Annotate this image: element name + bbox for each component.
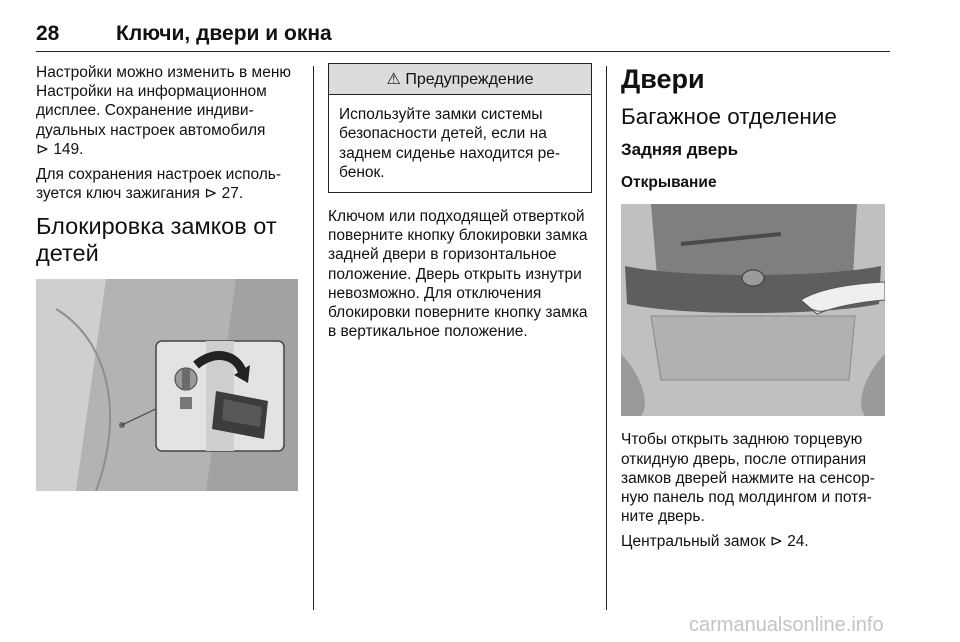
warning-title: Предупреждение bbox=[405, 71, 534, 88]
page-reference-icon: ⊳ bbox=[769, 533, 783, 551]
paragraph: Чтобы открыть заднюю торцевую откидную дверь, после отпирания замков дверей нажмите на сенсорную панель под молдингом и потяните дверь. bbox=[621, 431, 875, 526]
middle-column bbox=[328, 63, 592, 347]
tailgate-illustration bbox=[621, 204, 885, 416]
page-reference-icon: ⊳ bbox=[204, 185, 218, 203]
column-divider bbox=[606, 66, 607, 610]
page-title: Ключи, двери и окна bbox=[116, 22, 332, 45]
warning-triangle-icon: ⚠ bbox=[386, 71, 401, 88]
paragraph: Центральный замок ⊳ 24. bbox=[621, 533, 809, 551]
subsection-heading: Задняя дверь bbox=[621, 140, 739, 159]
paragraph: Ключом или подходящей отверткой поверните кнопку блокировки замка задней двери в горизонтальное положение. Дверь открыть изнутри невозможно. Для отключения блокировки поверните кнопку замка в вертикальное положение. bbox=[328, 208, 588, 341]
warning-header bbox=[329, 64, 591, 95]
section-heading: Блокировка замков от детей bbox=[36, 213, 277, 267]
warning-box bbox=[328, 63, 592, 193]
page-reference-link[interactable]: 24. bbox=[787, 533, 809, 551]
subsubsection-heading: Открывание bbox=[621, 174, 717, 192]
page-reference-link[interactable]: 149. bbox=[53, 140, 84, 158]
page-reference-icon: ⊳ bbox=[36, 140, 49, 158]
section-heading: Багажное отделение bbox=[621, 104, 837, 129]
paragraph: Для сохранения настроек используется ключ зажигания ⊳ 27. bbox=[36, 166, 282, 203]
chapter-heading: Двери bbox=[621, 64, 705, 94]
child-lock-illustration bbox=[36, 279, 298, 491]
page-reference-link[interactable]: 27. bbox=[221, 185, 244, 203]
paragraph: Настройки можно изменить в меню Настройки на информационном дисплее. Сохранение индивидуальных настроек автомобиля ⊳ 149. bbox=[36, 64, 292, 158]
left-column bbox=[36, 63, 300, 491]
page-header bbox=[0, 0, 960, 56]
right-column bbox=[621, 63, 889, 558]
warning-text: Используйте замки системы безопасности детей, если на заднем сиденье находится ребенок. bbox=[339, 106, 561, 181]
page-number: 28 bbox=[36, 22, 60, 45]
watermark: carmanualsonline.info bbox=[689, 614, 884, 636]
header-rule bbox=[36, 51, 890, 52]
column-divider bbox=[313, 66, 314, 610]
